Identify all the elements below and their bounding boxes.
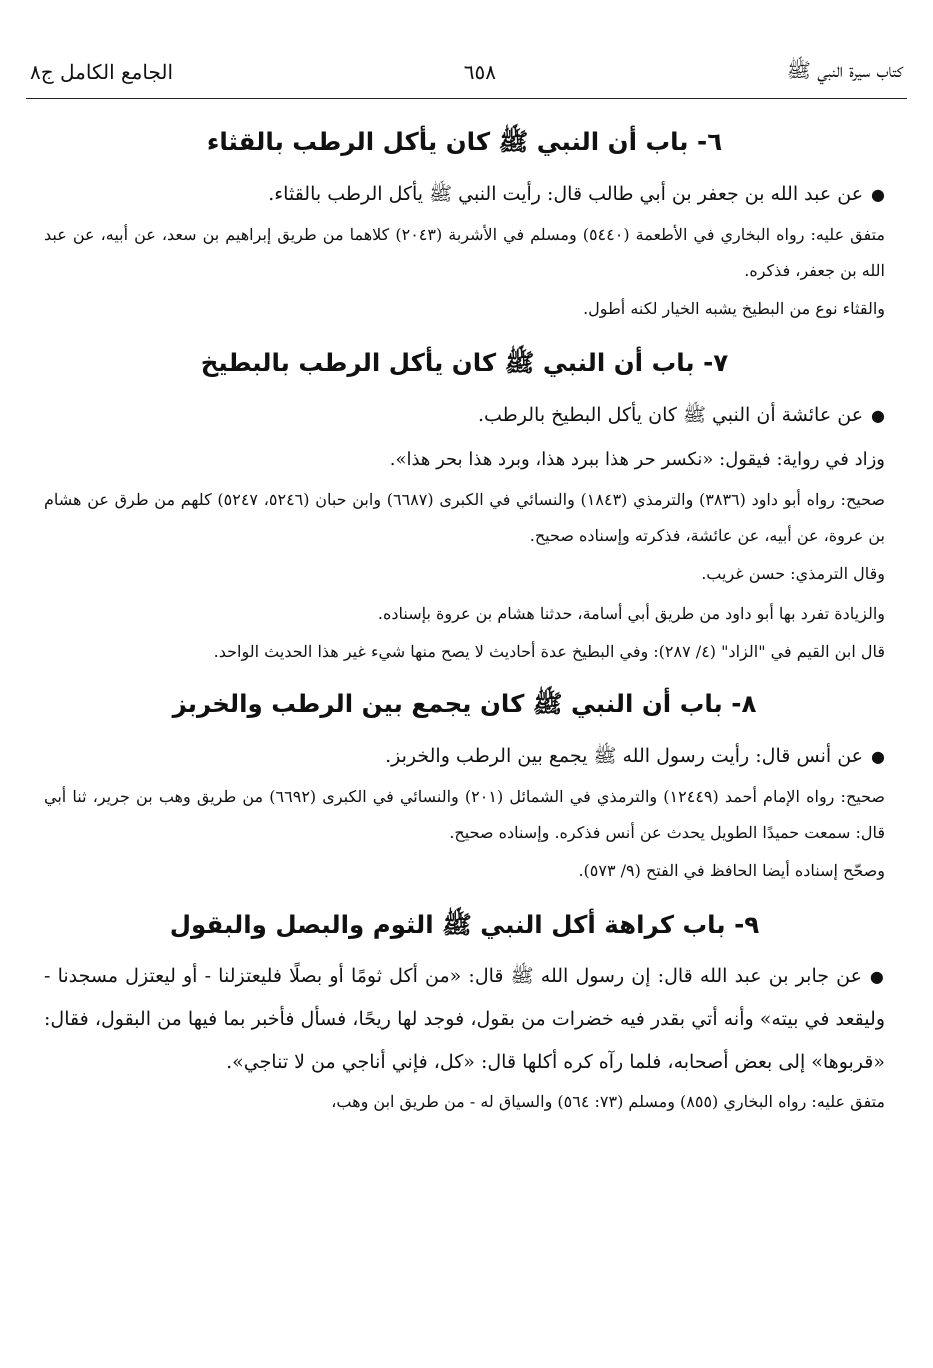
bullet-icon: ● [871,747,885,766]
takhrij-note: متفق عليه: رواه البخاري في الأطعمة (٥٤٤٠) ومسلم في الأشربة (٢٠٤٣) كلاهما من طريق إبراهيم بن سعد، عن أبيه، عن عبد الله بن جعفر، فذكره. [44,225,885,280]
chapter-6 [44,124,885,329]
hadith-body: عن جابر بن عبد الله قال: إن رسول الله ﷺ قال: «من أكل ثومًا أو بصلًا فليعتزلنا - أو ليعتزل مسجدنا - وليقعد في بيته» وأنه أتي بقدر فيه خضرات من بقول، فوجد لها ريحًا، فسأل فأخبر بما فيها من البقول، فقال: «قربوها» إلى بعض أصحابه، فلما رآه كره أكلها قال: «كل، فإني أناجي من لا تناجي». [44,965,885,1073]
additional-narration: وزاد في رواية: فيقول: «نكسر حر هذا ببرد هذا، وبرد هذا بحر هذا». [389,449,885,470]
chapter-7 [44,345,885,670]
hadith-text [44,393,885,438]
hadith-body: عن أنس قال: رأيت رسول الله ﷺ يجمع بين الرطب والخربز. [385,745,864,767]
header-rule [26,98,907,99]
hadith-text [44,734,885,779]
takhrij-note: صحيح: رواه الإمام أحمد (١٢٤٤٩) والترمذي في الشمائل (٢٠١) والنسائي في الكبرى (٦٦٩٢) من طريق وهب بن جرير، ثنا أبي قال: سمعت حميدًا الطويل يحدث عن أنس فذكره. وإسناده صحيح. [44,787,885,842]
takhrij-note: متفق عليه: رواه البخاري (٨٥٥) ومسلم (٧٣: ٥٦٤) والسياق له - من طريق ابن وهب، [331,1092,885,1111]
hadith-body: عن عائشة أن النبي ﷺ كان يأكل البطيخ بالرطب. [477,404,864,426]
bullet-icon: ● [871,185,885,204]
volume-label: الجامع الكامل ج٨ [30,60,174,84]
chapter-heading: ٦- باب أن النبي ﷺ كان يأكل الرطب بالقثاء [206,127,723,156]
bullet-icon: ● [869,967,885,986]
commentary: والزيادة تفرد بها أبو داود من طريق أبي أسامة، حدثنا هشام بن عروة بإسناده. [377,604,885,623]
commentary: وقال الترمذي: حسن غريب. [701,564,885,583]
chapter-heading: ٨- باب أن النبي ﷺ كان يجمع بين الرطب والخربز [172,689,757,718]
chapter-heading: ٧- باب أن النبي ﷺ كان يأكل الرطب بالبطيخ [200,348,729,377]
commentary: والقثاء نوع من البطيخ يشبه الخيار لكنه أطول. [583,299,885,318]
page-header [30,52,903,92]
running-title: كتاب سيرة النبي ﷺ [786,57,903,82]
commentary: وصحّح إسناده أيضا الحافظ في الفتح (٩/ ٥٧٣). [578,861,885,880]
bullet-icon: ● [871,406,885,425]
hadith-text [44,955,885,1084]
chapter-9 [44,907,885,1120]
commentary: قال ابن القيم في "الزاد" (٤/ ٢٨٧): وفي البطيخ عدة أحاديث لا يصح منها شيء غير هذا الحديث الواحد. [213,642,885,661]
page-number: ٦٥٨ [463,60,496,84]
page-body [44,108,885,1354]
hadith-text [44,172,885,217]
chapter-heading: ٩- باب كراهة أكل النبي ﷺ الثوم والبصل والبقول [169,910,760,939]
hadith-body: عن عبد الله بن جعفر بن أبي طالب قال: رأيت النبي ﷺ يأكل الرطب بالقثاء. [268,183,864,205]
chapter-8 [44,686,885,891]
takhrij-note: صحيح: رواه أبو داود (٣٨٣٦) والترمذي (١٨٤٣) والنسائي في الكبرى (٦٦٨٧) وابن حبان (٥٢٤٦، ٥٢٤٧) كلهم من طرق عن هشام بن عروة، عن أبيه، عن عائشة، فذكرته وإسناده صحيح. [44,490,885,545]
